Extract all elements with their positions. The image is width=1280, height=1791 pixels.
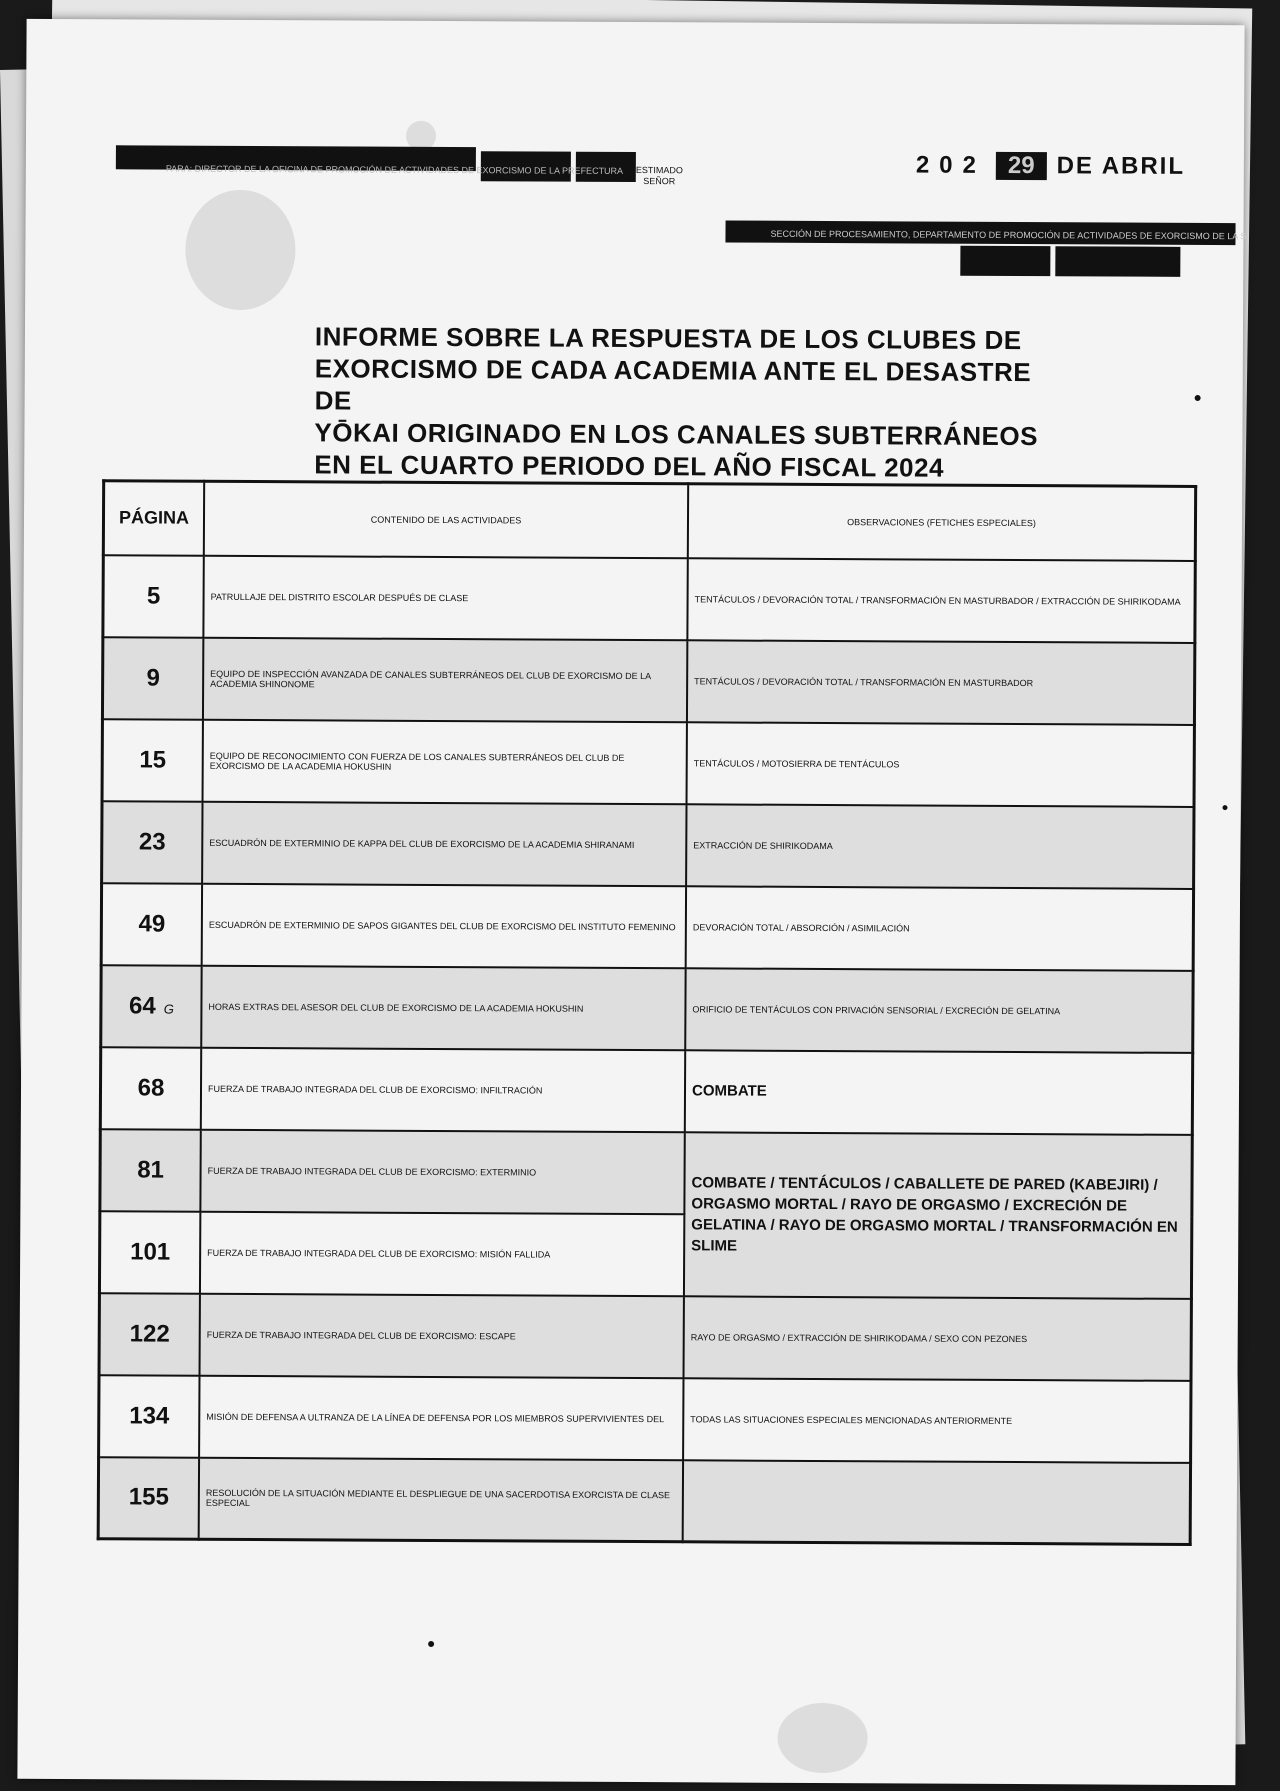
activity-cell: EQUIPO DE RECONOCIMIENTO CON FUERZA DE LOS CANALES SUBTERRÁNEOS DEL CLUB DE EXORCISMO DE LA ACADEMIA HOKUSHIN — [203, 719, 687, 804]
redaction-bar — [960, 246, 1050, 276]
table-row — [99, 1293, 1191, 1381]
table-row — [101, 965, 1193, 1053]
page-number: 23 — [102, 801, 203, 884]
activity-cell: ESCUADRÓN DE EXTERMINIO DE SAPOS GIGANTES DEL CLUB DE EXORCISMO DEL INSTITUTO FEMENINO — [202, 883, 686, 968]
page-number: 15 — [102, 719, 203, 802]
activity-cell: MISIÓN DE DEFENSA A ULTRANZA DE LA LÍNEA DE DEFENSA POR LOS MIEMBROS SUPERVIVIENTES DEL — [199, 1375, 683, 1460]
page-number-cell — [101, 965, 202, 1048]
date-day: 29 — [996, 152, 1047, 180]
activity-cell: FUERZA DE TRABAJO INTEGRADA DEL CLUB DE EXORCISMO: MISIÓN FALLIDA — [200, 1211, 684, 1296]
honorific — [636, 165, 683, 187]
observation-cell: TODAS LAS SITUACIONES ESPECIALES MENCIONADAS ANTERIORMENTE — [683, 1378, 1191, 1463]
title-line: YŌKAI ORIGINADO EN LOS CANALES SUBTERRÁNEOS — [314, 417, 1039, 452]
observation-cell: DEVORACIÓN TOTAL / ABSORCIÓN / ASIMILACIÓN — [686, 886, 1194, 971]
page-number: 122 — [99, 1293, 200, 1376]
date-year: 202 — [915, 151, 986, 179]
page-number: 101 — [99, 1211, 200, 1294]
title-line: EXORCISMO DE CADA ACADEMIA ANTE EL DESASTRE DE — [314, 353, 1032, 416]
observation-cell: TENTÁCULOS / DEVORACIÓN TOTAL / TRANSFORMACIÓN EN MASTURBADOR / EXTRACCIÓN DE SHIRIKODAMA — [687, 558, 1195, 643]
activity-cell: FUERZA DE TRABAJO INTEGRADA DEL CLUB DE EXORCISMO: INFILTRACIÓN — [201, 1047, 685, 1132]
observation-cell — [683, 1460, 1191, 1545]
department-line: SECCIÓN DE PROCESAMIENTO, DEPARTAMENTO DE PROMOCIÓN DE ACTIVIDADES DE EXORCISMO DE LA S — [770, 228, 1247, 242]
activity-cell: RESOLUCIÓN DE LA SITUACIÓN MEDIANTE EL DESPLIEGUE DE UNA SACERDOTISA EXORCISTA DE CLASE ESPECIAL — [199, 1457, 683, 1542]
stain — [185, 190, 296, 311]
observation-cell: TENTÁCULOS / DEVORACIÓN TOTAL / TRANSFORMACIÓN EN MASTURBADOR — [687, 640, 1195, 725]
ink-dot — [428, 1641, 434, 1647]
activity-cell: EQUIPO DE INSPECCIÓN AVANZADA DE CANALES SUBTERRÁNEOS DEL CLUB DE EXORCISMO DE LA ACADEMIA SHINONOME — [203, 637, 687, 722]
activity-cell: HORAS EXTRAS DEL ASESOR DEL CLUB DE EXORCISMO DE LA ACADEMIA HOKUSHIN — [201, 965, 685, 1050]
recipient-line: PARA: DIRECTOR DE LA OFICINA DE PROMOCIÓN DE ACTIVIDADES DE EXORCISMO DE LA PREFECTURA — [165, 163, 624, 176]
table-row — [101, 883, 1193, 971]
ink-dot — [1222, 805, 1227, 810]
activity-cell: FUERZA DE TRABAJO INTEGRADA DEL CLUB DE EXORCISMO: EXTERMINIO — [200, 1129, 684, 1214]
activity-table — [97, 479, 1198, 1546]
report-title — [314, 320, 1075, 484]
table-row — [102, 801, 1194, 889]
observation-cell: COMBATE — [685, 1050, 1193, 1135]
table-header-row — [103, 481, 1195, 561]
page-number: 49 — [101, 883, 202, 966]
header-observations: OBSERVACIONES (FETICHES ESPECIALES) — [688, 484, 1196, 561]
table-row — [103, 555, 1195, 643]
honorific-line1: ESTIMADO — [635, 165, 683, 176]
stain — [777, 1703, 867, 1773]
page-number: 5 — [103, 555, 204, 638]
page-number: 81 — [100, 1129, 201, 1212]
observation-cell: TENTÁCULOS / MOTOSIERRA DE TENTÁCULOS — [687, 722, 1195, 807]
title-line: EN EL CUARTO PERIODO DEL AÑO FISCAL 2024 — [314, 449, 945, 483]
observation-cell: RAYO DE ORGASMO / EXTRACCIÓN DE SHIRIKODAMA / SEXO CON PEZONES — [684, 1296, 1192, 1381]
table-row — [102, 719, 1194, 807]
title-line: INFORME SOBRE LA RESPUESTA DE LOS CLUBES DE — [314, 321, 1022, 356]
page-number: 9 — [102, 637, 203, 720]
header-page: PÁGINA — [103, 481, 204, 556]
table-row — [102, 637, 1194, 725]
activity-cell: FUERZA DE TRABAJO INTEGRADA DEL CLUB DE EXORCISMO: ESCAPE — [200, 1293, 684, 1378]
page-number: 134 — [99, 1375, 200, 1458]
activity-cell: ESCUADRÓN DE EXTERMINIO DE KAPPA DEL CLUB DE EXORCISMO DE LA ACADEMIA SHIRANAMI — [202, 801, 686, 886]
activity-cell: PATRULLAJE DEL DISTRITO ESCOLAR DESPUÉS DE CLASE — [203, 555, 687, 640]
observation-cell: COMBATE / TENTÁCULOS / CABALLETE DE PARED (KABEJIRI) / ORGASMO MORTAL / RAYO DE ORGASMO / EXCRECIÓN DE GELATINA / RAYO DE ORGASMO MORTAL / TRANSFORMACIÓN EN SLIME — [684, 1132, 1192, 1299]
page-mark: G — [163, 1001, 174, 1017]
table-row — [100, 1129, 1192, 1217]
document-page — [17, 19, 1247, 1785]
ink-dot — [1195, 395, 1201, 401]
observation-cell: ORIFICIO DE TENTÁCULOS CON PRIVACIÓN SENSORIAL / EXCRECIÓN DE GELATINA — [685, 968, 1193, 1053]
table-row — [100, 1047, 1192, 1135]
date-month: DE ABRIL — [1056, 152, 1186, 180]
table-row — [99, 1375, 1191, 1463]
page-number: 68 — [100, 1047, 201, 1130]
observation-cell: EXTRACCIÓN DE SHIRIKODAMA — [686, 804, 1194, 889]
page-number: 155 — [98, 1457, 199, 1540]
table-row — [98, 1457, 1190, 1545]
header-activities: CONTENIDO DE LAS ACTIVIDADES — [204, 481, 688, 558]
page-number: 64 — [128, 991, 156, 1020]
honorific-line2: SEÑOR — [643, 176, 676, 187]
report-date — [916, 151, 1185, 180]
redaction-bar — [1055, 246, 1180, 277]
